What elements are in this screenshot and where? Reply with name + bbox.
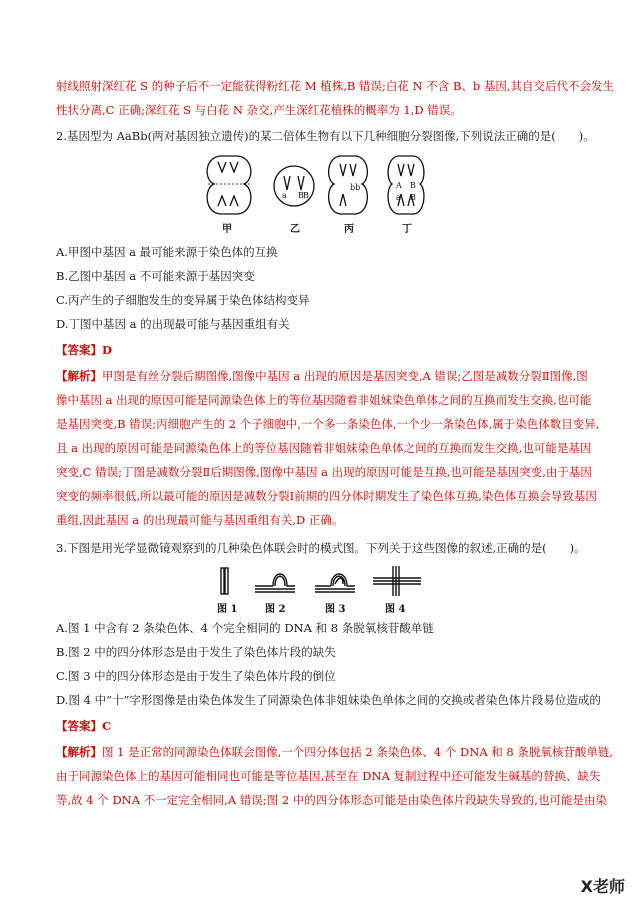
q2-analysis-line-3: 是基因突变,B 错误;丙细胞产生的 2 个子细胞中,一个多一条染色体,一个少一条染色体,属于染色体数目变异, — [56, 417, 600, 431]
q2-figure-label-ding: 丁 — [402, 224, 412, 235]
q2-analysis-line-5: 突变,C 错误;丁图是减数分裂Ⅱ后期图像,图像中基因 a 出现的原因可能是互换,也可能是基因突变,由于基因 — [56, 465, 592, 479]
q3-option-b: B.图 2 中的四分体形态是由于发生了染色体片段的缺失 — [56, 645, 336, 659]
q3-synapsis-figure — [215, 564, 425, 614]
q2-cells-svg — [200, 150, 440, 230]
q3-synapsis-svg — [215, 564, 425, 598]
cell-yi — [274, 166, 314, 206]
q2-answer-tag: 【答案】 — [56, 343, 102, 357]
q2-answer — [56, 342, 112, 358]
q3-analysis-tag: 【解析】 — [56, 745, 102, 759]
q2-analysis-tag: 【解析】 — [56, 369, 102, 383]
q3-answer-tag: 【答案】 — [56, 719, 102, 733]
q3-analysis-text-1: 图 1 是正常的同源染色体联会图像,一个四分体包括 2 条染色体、4 个 DNA 和 8 条脱氧核苷酸单链, — [102, 745, 614, 759]
q2-option-c: C.丙产生的子细胞发生的变异属于染色体结构变异 — [56, 293, 310, 307]
q2-option-b: B.乙图中基因 a 不可能来源于基因突变 — [56, 269, 255, 283]
svg-text:a: a — [282, 191, 287, 200]
q3-option-a: A.图 1 中含有 2 条染色体、4 个完全相同的 DNA 和 8 条脱氧核苷酸单链 — [56, 621, 434, 635]
svg-text:A: A — [396, 181, 402, 190]
q2-figure-label-jia: 甲 — [222, 224, 232, 235]
q3-figure-label-4: 图 4 — [385, 604, 406, 615]
q3-answer-value: C — [102, 719, 112, 733]
svg-text:bb: bb — [350, 183, 361, 192]
q2-analysis-line-7: 重组,因此基因 a 的出现最可能与基因重组有关,D 正确。 — [56, 513, 344, 527]
svg-text:a: a — [396, 193, 401, 202]
q3-answer — [56, 718, 111, 734]
svg-text:B: B — [303, 191, 309, 200]
q3-figure-label-1: 图 1 — [217, 604, 238, 615]
q3-analysis-line-3: 等,故 4 个 DNA 不一定完全相同,A 错误;图 2 中的四分体形态可能是由染色体片段缺失导致的,也可能是由染 — [56, 793, 607, 807]
q2-option-d: D.丁图中基因 a 的出现最可能与基因重组有关 — [56, 317, 290, 331]
q3-stem: 3.下图是用光学显微镜观察到的几种染色体联会时的模式图。下列关于这些图像的叙述,正确的是( )。 — [56, 541, 586, 555]
watermark: X老师 — [576, 872, 630, 899]
q3-option-c: C.图 3 中的四分体形态是由于发生了染色体片段的倒位 — [56, 669, 336, 683]
q2-analysis-line-1 — [56, 368, 588, 384]
q2-analysis-line-6: 突变的频率很低,所以最可能的原因是减数分裂Ⅰ前期的四分体时期发生了染色体互换,染色体互换会导致基因 — [56, 489, 597, 503]
q3-figure-label-2: 图 2 — [265, 604, 286, 615]
q2-analysis-line-4: 且 a 出现的原因可能是同源染色体上的等位基因随着非姐妹染色单体之间的互换而发生交换,也可能是基因 — [56, 441, 592, 455]
cell-bing — [329, 156, 368, 214]
q2-analysis-text-1: 甲图是有丝分裂后期图像,图像中基因 a 出现的原因是基因突变,A 错误;乙图是减数分裂Ⅱ图像,图 — [102, 369, 588, 383]
q3-analysis-line-1 — [56, 744, 613, 760]
q1-analysis-line-1: 射线照射深红花 S 的种子后不一定能获得粉红花 M 植株,B 错误;白花 N 不含 B、b 基因,其自交后代不会发生 — [56, 79, 615, 93]
svg-text:B: B — [298, 191, 304, 200]
cell-ding — [388, 156, 424, 214]
q2-option-a: A.甲图中基因 a 最可能来源于染色体的互换 — [56, 245, 278, 259]
svg-text:B: B — [410, 193, 416, 202]
q2-analysis-line-2: 像中基因 a 出现的原因可能是同源染色体上的等位基因随着非姐妹染色单体之间的互换而发生交换,也可能 — [56, 393, 592, 407]
q2-answer-value: D — [102, 343, 112, 357]
q3-figure-label-3: 图 3 — [325, 604, 346, 615]
q2-figure-label-bing: 丙 — [344, 224, 354, 235]
svg-text:B: B — [410, 181, 416, 190]
q2-cell-division-figure — [200, 150, 440, 235]
q2-figure-label-yi: 乙 — [290, 224, 300, 235]
q1-analysis-line-2: 性状分离,C 正确;深红花 S 与白花 N 杂交,产生深红花植株的概率为 1,D 错误。 — [56, 103, 462, 117]
q3-option-d: D.图 4 中“十”字形图像是由染色体发生了同源染色体非姐妹染色单体之间的交换或者染色体片段易位造成的 — [56, 693, 601, 707]
cell-jia — [207, 156, 251, 214]
q2-stem: 2.基因型为 AaBb(两对基因独立遗传)的某二倍体生物有以下几种细胞分裂图像,下列说法正确的是( )。 — [56, 129, 595, 143]
q3-analysis-line-2: 由于同源染色体上的基因可能相同也可能是等位基因,甚至在 DNA 复制过程中还可能发生碱基的替换、缺失 — [56, 769, 601, 783]
